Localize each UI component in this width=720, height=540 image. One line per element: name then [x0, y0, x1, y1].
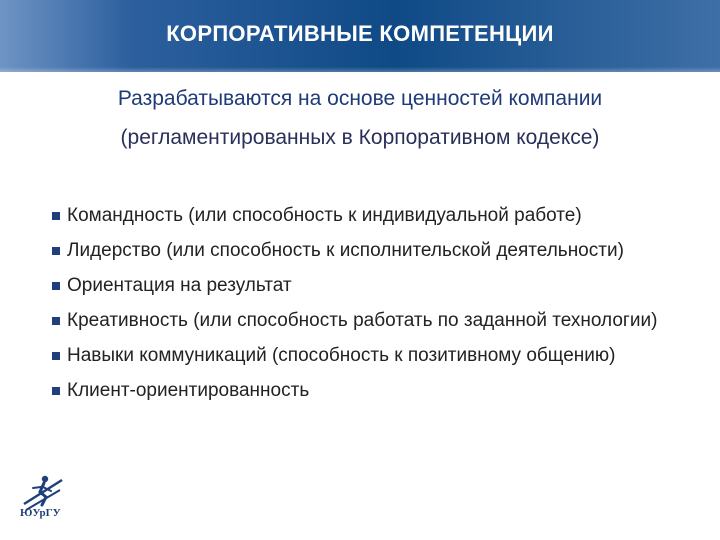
square-bullet-icon: [52, 282, 60, 290]
list-item-text: Креативность (или способность работать по заданной технологии): [67, 310, 658, 331]
competency-list: [52, 203, 692, 413]
intro-line-1: Разрабатываются на основе ценностей компании: [117, 87, 603, 110]
slide-title: КОРПОРАТИВНЫЕ КОМПЕТЕНЦИИ: [166, 21, 554, 46]
list-item-text: Лидерство (или способность к исполнительской деятельности): [67, 240, 624, 261]
list-item-text: Ориентация на результат: [67, 275, 292, 296]
list-item: [52, 378, 692, 404]
intro-line-2: (регламентированных в Корпоративном кодексе): [120, 126, 600, 149]
list-item: [52, 343, 692, 369]
square-bullet-icon: [52, 247, 60, 255]
square-bullet-icon: [52, 387, 60, 395]
square-bullet-icon: [52, 317, 60, 325]
list-item-text: Клиент-ориентированность: [67, 380, 310, 401]
list-item-text: Навыки коммуникаций (способность к позитивному общению): [67, 345, 616, 366]
square-bullet-icon: [52, 212, 60, 220]
list-item-text: Командность (или способность к индивидуальной работе): [67, 205, 582, 226]
list-item: [52, 273, 692, 299]
list-item: [52, 308, 692, 334]
title-bar: [0, 0, 720, 72]
list-item: [52, 238, 692, 264]
square-bullet-icon: [52, 352, 60, 360]
logo-label: ЮУрГУ: [20, 507, 61, 519]
list-item: [52, 203, 692, 229]
